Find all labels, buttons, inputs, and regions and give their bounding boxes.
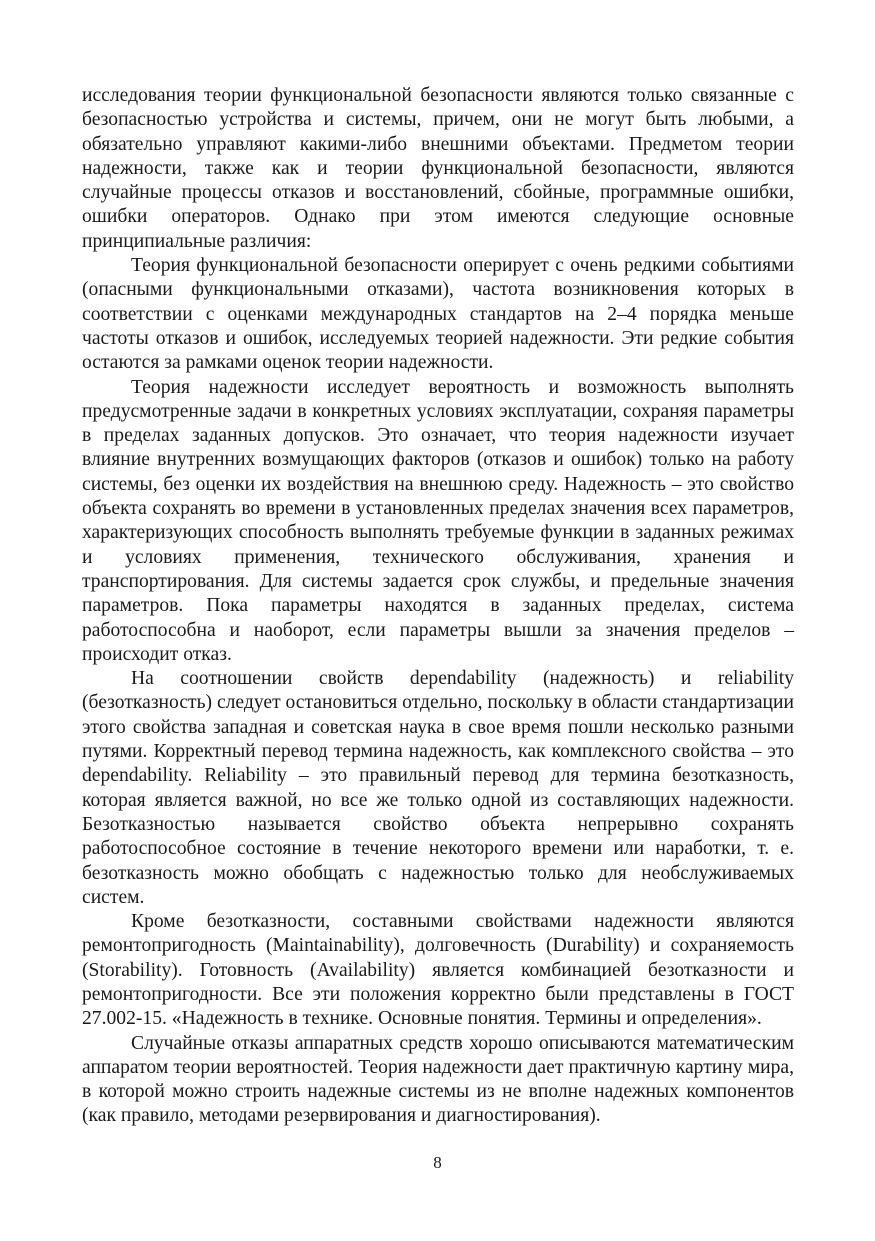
paragraph-random-failures: Случайные отказы аппаратных средств хорошо описываются математическим аппаратом теории вероятностей. Теория надежности дает практичную картину мира, в которой можно строить надежные системы из не вполне надежных компонентов (как правило, методами резервирования и диагностирования).	[82, 1032, 794, 1127]
page-number: 8	[433, 1153, 442, 1172]
paragraph-continuation: исследования теории функциональной безопасности являются только связанные с безопасностью устройства и системы, причем, они не могут быть любыми, а обязательно управляют какими-либо внешними объектами. Предметом теории надежности, также как и теории функциональной безопасности, являются случайные процессы отказов и восстановлений, сбойные, программные ошибки, ошибки операторов. Однако при этом имеются следующие основные принципиальные различия:	[82, 85, 794, 252]
paragraph-components: Кроме безотказности, составными свойствами надежности являются ремонтопригодность (Maintainability), долговечность (Durability) и сохраняемость (Storability). Готовность (Availability) является комбинацией безотказности и ремонтопригодности. Все эти положения корректно были представлены в ГОСТ 27.002-15. «Надежность в технике. Основные понятия. Термины и определения».	[82, 911, 794, 1030]
body-text	[82, 84, 794, 1129]
paragraph-dependability: На соотношении свойств dependability (надежность) и reliability (безотказность) следует остановиться отдельно, поскольку в области стандартизации этого свойства западная и советская наука в свое время пошли несколько разными путями. Корректный перевод термина надежность, как комплексного свойства – это dependability. Reliability – это правильный перевод для термина безотказность, которая является важной, но все же только одной из составляющих надежности. Безотказностью называется свойство объекта непрерывно сохранять работоспособное состояние в течение некоторого времени или наработки, т. е. безотказность можно обобщать с надежностью только для необслуживаемых систем.	[82, 668, 794, 908]
paragraph-functional-safety: Теория функциональной безопасности оперирует с очень редкими событиями (опасными функциональными отказами), частота возникновения которых в соответствии с оценками международных стандартов на 2–4 порядка меньше частоты отказов и ошибок, исследуемых теорией надежности. Эти редкие события остаются за рамками оценок теории надежности.	[82, 255, 794, 374]
paragraph-reliability-theory: Теория надежности исследует вероятность и возможность выполнять предусмотренные задачи в конкретных условиях эксплуатации, сохраняя параметры в пределах заданных допусков. Это означает, что теория надежности изучает влияние внутренних возмущающих факторов (отказов и ошибок) только на работу системы, без оценки их воздействия на внешнюю среду. Надежность – это свойство объекта сохранять во времени в установленных пределах значения всех параметров, характеризующих способность выполнять требуемые функции в заданных режимах и условиях применения, технического обслуживания, хранения и транспортирования. Для системы задается срок службы, и предельные значения параметров. Пока параметры находятся в заданных пределах, система работоспособна и наоборот, если параметры вышли за значения пределов – происходит отказ.	[82, 376, 794, 665]
